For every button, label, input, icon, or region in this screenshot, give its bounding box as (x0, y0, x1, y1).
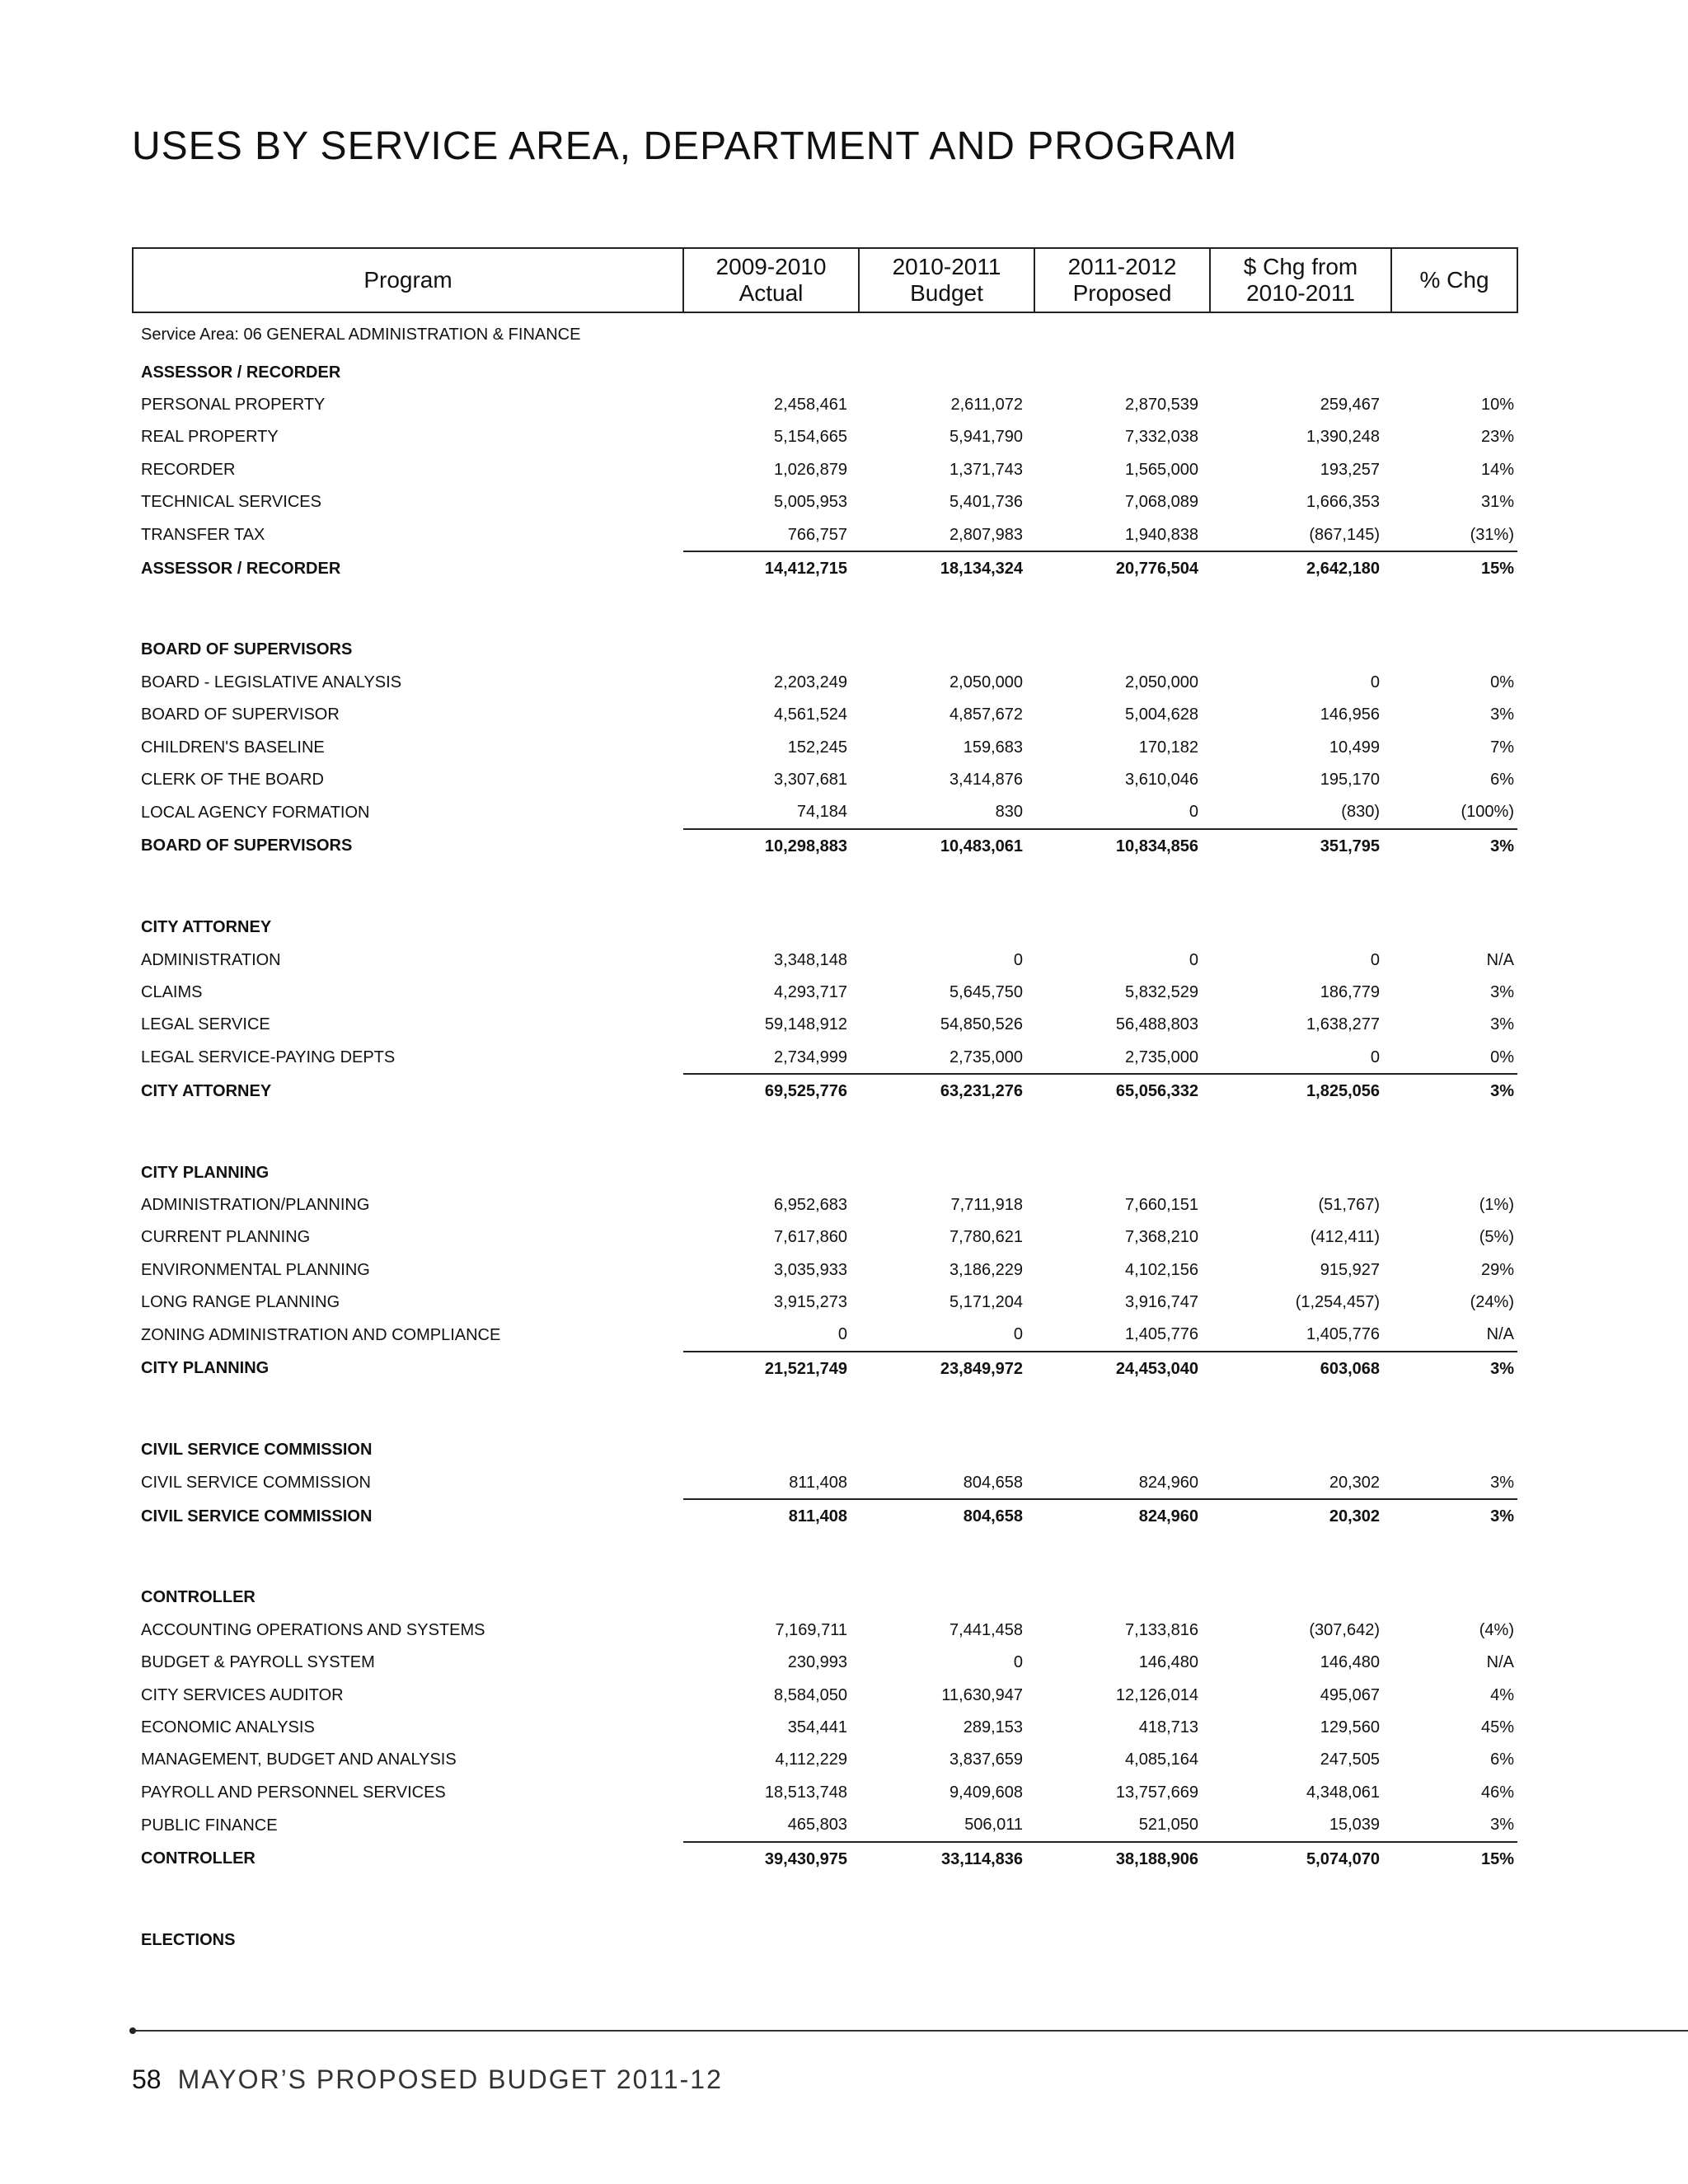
cell-actual: 3,307,681 (774, 770, 847, 789)
cell-pct: 0% (1490, 1047, 1514, 1066)
department-header-row (133, 356, 1517, 388)
cell-chg: (412,411) (1310, 1228, 1380, 1247)
program-name: CHILDREN'S BASELINE (141, 738, 325, 757)
total-pct: 3% (1391, 1499, 1517, 1532)
cell-proposed: 7,133,816 (1125, 1620, 1198, 1639)
cell-proposed: 13,757,669 (1115, 1783, 1198, 1802)
program-name: CLERK OF THE BOARD (141, 770, 324, 789)
program-name: CLAIMS (141, 982, 203, 1001)
program-row (133, 1679, 1517, 1711)
cell-chg: (830) (1341, 803, 1380, 822)
program-name: LONG RANGE PLANNING (141, 1293, 340, 1312)
program-name: ZONING ADMINISTRATION AND COMPLIANCE (141, 1325, 501, 1344)
department-name: ELECTIONS (141, 1930, 236, 1949)
cell-actual: 5,005,953 (774, 493, 847, 512)
cell-actual: 7,169,711 (775, 1620, 847, 1639)
spacer-row (133, 585, 1517, 634)
program-row (133, 1319, 1517, 1352)
total-proposed: 824,960 (1034, 1499, 1210, 1532)
page-footer (132, 2064, 723, 2095)
total-chg: 20,302 (1210, 1499, 1391, 1532)
program-row (133, 944, 1517, 976)
cell-actual: 0 (837, 1325, 847, 1344)
program-name: ENVIRONMENTAL PLANNING (141, 1260, 370, 1279)
program-name: PUBLIC FINANCE (141, 1816, 278, 1835)
program-name: RECORDER (141, 460, 236, 479)
cell-proposed: 824,960 (1138, 1473, 1198, 1492)
program-name: ADMINISTRATION/PLANNING (141, 1195, 370, 1214)
cell-chg: 495,067 (1320, 1685, 1380, 1704)
cell-pct: 29% (1480, 1260, 1514, 1279)
cell-budget: 5,171,204 (950, 1293, 1023, 1312)
cell-pct: 3% (1490, 1015, 1514, 1034)
program-name: BOARD - LEGISLATIVE ANALYSIS (141, 673, 402, 691)
program-name: PAYROLL AND PERSONNEL SERVICES (141, 1783, 446, 1802)
total-label: BOARD OF SUPERVISORS (141, 837, 353, 855)
cell-actual: 3,035,933 (774, 1260, 847, 1279)
cell-chg: 193,257 (1320, 460, 1380, 479)
service-area-label: Service Area: 06 GENERAL ADMINISTRATION & FINANCE (141, 326, 581, 344)
cell-pct: (31%) (1470, 525, 1514, 544)
department-header-row (133, 911, 1517, 943)
cell-budget: 11,630,947 (941, 1685, 1023, 1704)
cell-pct: 7% (1490, 738, 1514, 757)
cell-actual: 2,734,999 (774, 1047, 847, 1066)
cell-chg: 129,560 (1320, 1718, 1380, 1736)
service-area-row (133, 312, 1517, 356)
cell-chg: 15,039 (1329, 1816, 1380, 1835)
program-row (133, 1808, 1517, 1841)
cell-proposed: 2,870,539 (1125, 396, 1198, 415)
cell-actual: 766,757 (787, 525, 847, 544)
footer-rule (132, 2030, 1688, 2032)
program-name: ACCOUNTING OPERATIONS AND SYSTEMS (141, 1620, 485, 1639)
total-chg: 603,068 (1210, 1352, 1391, 1385)
cell-pct: 46% (1480, 1783, 1514, 1802)
cell-pct: N/A (1486, 1325, 1514, 1344)
cell-proposed: 7,068,089 (1125, 493, 1198, 512)
cell-pct: 23% (1480, 428, 1514, 447)
cell-actual: 4,561,524 (774, 705, 847, 724)
cell-actual: 7,617,860 (774, 1228, 847, 1247)
cell-chg: (1,254,457) (1295, 1293, 1380, 1312)
cell-actual: 2,203,249 (774, 673, 847, 691)
program-row (133, 1711, 1517, 1743)
total-budget: 33,114,836 (859, 1842, 1034, 1875)
program-name: TECHNICAL SERVICES (141, 493, 321, 512)
cell-actual: 152,245 (787, 738, 847, 757)
cell-budget: 7,441,458 (950, 1620, 1023, 1639)
total-pct: 15% (1391, 551, 1517, 584)
program-row (133, 1744, 1517, 1776)
program-name: ADMINISTRATION (141, 950, 281, 969)
cell-chg: 259,467 (1320, 396, 1380, 415)
total-budget: 804,658 (859, 1499, 1034, 1532)
spacer-row (133, 862, 1517, 911)
cell-proposed: 1,940,838 (1125, 525, 1198, 544)
department-name: ASSESSOR / RECORDER (141, 363, 341, 382)
cell-budget: 0 (1013, 950, 1023, 969)
total-pct: 15% (1391, 1842, 1517, 1875)
cell-proposed: 521,050 (1138, 1816, 1198, 1835)
cell-pct: 3% (1490, 982, 1514, 1001)
cell-pct: (4%) (1479, 1620, 1514, 1639)
cell-proposed: 3,610,046 (1125, 770, 1198, 789)
program-name: TRANSFER TAX (141, 526, 265, 545)
program-row (133, 421, 1517, 453)
footer-dot (129, 2027, 136, 2034)
program-name: ECONOMIC ANALYSIS (141, 1718, 315, 1736)
cell-pct: 6% (1490, 1750, 1514, 1769)
cell-pct: 0% (1490, 673, 1514, 691)
cell-chg: 195,170 (1320, 770, 1380, 789)
cell-budget: 0 (1013, 1653, 1023, 1672)
cell-chg: (307,642) (1309, 1620, 1380, 1639)
program-row (133, 1188, 1517, 1221)
cell-actual: 230,993 (787, 1653, 847, 1672)
cell-pct: 31% (1480, 493, 1514, 512)
department-header-row (133, 1924, 1517, 1956)
cell-actual: 354,441 (787, 1718, 847, 1736)
cell-proposed: 7,332,038 (1125, 428, 1198, 447)
header-budget: 2010-2011 Budget (859, 248, 1034, 312)
cell-actual: 5,154,665 (774, 428, 847, 447)
program-row (133, 976, 1517, 1008)
cell-budget: 5,645,750 (950, 982, 1023, 1001)
total-actual: 14,412,715 (683, 551, 859, 584)
cell-pct: (100%) (1461, 803, 1514, 822)
program-row (133, 731, 1517, 763)
total-actual: 39,430,975 (683, 1842, 859, 1875)
total-budget: 18,134,324 (859, 551, 1034, 584)
cell-chg: (51,767) (1318, 1195, 1380, 1214)
cell-chg: 0 (1370, 950, 1380, 969)
cell-pct: 14% (1480, 460, 1514, 479)
cell-chg: 0 (1370, 673, 1380, 691)
cell-chg: 1,638,277 (1306, 1015, 1380, 1034)
total-chg: 351,795 (1210, 829, 1391, 862)
cell-pct: (1%) (1479, 1195, 1514, 1214)
cell-chg: 1,390,248 (1306, 428, 1380, 447)
table-header (133, 248, 1517, 312)
program-row (133, 1614, 1517, 1646)
department-header-row (133, 1582, 1517, 1614)
department-total-row (133, 1352, 1517, 1385)
program-row (133, 388, 1517, 420)
program-row (133, 486, 1517, 518)
cell-pct: N/A (1486, 1653, 1514, 1672)
cell-pct: (24%) (1470, 1293, 1514, 1312)
spacer-row (133, 1108, 1517, 1156)
total-chg: 1,825,056 (1210, 1074, 1391, 1107)
cell-proposed: 1,565,000 (1125, 460, 1198, 479)
total-budget: 10,483,061 (859, 829, 1034, 862)
cell-budget: 1,371,743 (950, 460, 1023, 479)
header-actual: 2009-2010 Actual (683, 248, 859, 312)
cell-actual: 4,293,717 (774, 982, 847, 1001)
cell-budget: 804,658 (963, 1473, 1023, 1492)
total-chg: 5,074,070 (1210, 1842, 1391, 1875)
header-dollar-change: $ Chg from 2010-2011 (1210, 248, 1391, 312)
cell-pct: N/A (1486, 950, 1514, 969)
cell-proposed: 418,713 (1138, 1718, 1198, 1736)
cell-pct: 45% (1480, 1718, 1514, 1736)
cell-actual: 18,513,748 (764, 1783, 847, 1802)
cell-actual: 74,184 (796, 803, 847, 822)
cell-chg: 146,956 (1320, 705, 1380, 724)
total-actual: 811,408 (683, 1499, 859, 1532)
department-name: CIVIL SERVICE COMMISSION (141, 1441, 373, 1460)
department-total-row (133, 1499, 1517, 1532)
program-name: REAL PROPERTY (141, 428, 279, 447)
cell-pct: 3% (1490, 705, 1514, 724)
cell-budget: 2,807,983 (950, 525, 1023, 544)
header-proposed: 2011-2012 Proposed (1034, 248, 1210, 312)
cell-budget: 5,941,790 (950, 428, 1023, 447)
cell-pct: 4% (1490, 1685, 1514, 1704)
cell-budget: 9,409,608 (950, 1783, 1023, 1802)
cell-actual: 1,026,879 (774, 460, 847, 479)
header-percent-change: % Chg (1391, 248, 1517, 312)
cell-pct: 10% (1480, 396, 1514, 415)
cell-budget: 3,837,659 (950, 1750, 1023, 1769)
cell-chg: 4,348,061 (1306, 1783, 1380, 1802)
total-proposed: 38,188,906 (1034, 1842, 1210, 1875)
cell-chg: 1,405,776 (1306, 1325, 1380, 1344)
cell-budget: 2,050,000 (950, 673, 1023, 691)
cell-actual: 4,112,229 (775, 1750, 847, 1769)
program-name: BOARD OF SUPERVISOR (141, 705, 340, 724)
cell-chg: 0 (1370, 1047, 1380, 1066)
program-name: BUDGET & PAYROLL SYSTEM (141, 1653, 375, 1672)
department-header-row (133, 1156, 1517, 1188)
program-name: CIVIL SERVICE COMMISSION (141, 1474, 371, 1493)
total-actual: 21,521,749 (683, 1352, 859, 1385)
cell-budget: 289,153 (963, 1718, 1023, 1736)
program-name: CITY SERVICES AUDITOR (141, 1685, 344, 1704)
total-budget: 63,231,276 (859, 1074, 1034, 1107)
cell-budget: 3,186,229 (950, 1260, 1023, 1279)
cell-budget: 830 (995, 803, 1023, 822)
program-row (133, 1647, 1517, 1679)
department-name: CITY ATTORNEY (141, 918, 272, 937)
program-row (133, 763, 1517, 795)
cell-chg: 20,302 (1329, 1473, 1380, 1492)
cell-actual: 6,952,683 (774, 1195, 847, 1214)
department-total-row (133, 551, 1517, 584)
total-proposed: 24,453,040 (1034, 1352, 1210, 1385)
cell-budget: 3,414,876 (950, 770, 1023, 789)
cell-actual: 59,148,912 (764, 1015, 847, 1034)
cell-chg: 10,499 (1329, 738, 1380, 757)
spacer-row (133, 1385, 1517, 1434)
cell-budget: 506,011 (964, 1816, 1023, 1835)
cell-proposed: 56,488,803 (1115, 1015, 1198, 1034)
department-header-row (133, 1434, 1517, 1466)
cell-proposed: 7,368,210 (1125, 1228, 1198, 1247)
total-actual: 10,298,883 (683, 829, 859, 862)
program-row (133, 1286, 1517, 1318)
cell-chg: 146,480 (1320, 1653, 1380, 1672)
cell-budget: 54,850,526 (940, 1015, 1023, 1034)
department-total-row (133, 1842, 1517, 1875)
program-row (133, 1009, 1517, 1041)
cell-proposed: 2,735,000 (1125, 1047, 1198, 1066)
cell-budget: 0 (1013, 1325, 1023, 1344)
header-program: Program (133, 248, 683, 312)
cell-actual: 8,584,050 (774, 1685, 847, 1704)
program-row (133, 1041, 1517, 1074)
cell-proposed: 4,085,164 (1125, 1750, 1198, 1769)
cell-proposed: 5,004,628 (1125, 705, 1198, 724)
program-name: LEGAL SERVICE (141, 1015, 270, 1034)
cell-budget: 2,611,072 (950, 396, 1023, 415)
program-name: MANAGEMENT, BUDGET AND ANALYSIS (141, 1750, 457, 1769)
total-proposed: 65,056,332 (1034, 1074, 1210, 1107)
program-row (133, 666, 1517, 698)
cell-budget: 4,857,672 (950, 705, 1023, 724)
total-label: CIVIL SERVICE COMMISSION (141, 1507, 373, 1526)
cell-proposed: 0 (1189, 803, 1198, 822)
cell-chg: 915,927 (1320, 1260, 1380, 1279)
cell-actual: 3,915,273 (774, 1293, 847, 1312)
cell-proposed: 170,182 (1138, 738, 1198, 757)
program-name: CURRENT PLANNING (141, 1228, 311, 1247)
cell-chg: 247,505 (1320, 1750, 1380, 1769)
cell-chg: 186,779 (1320, 982, 1380, 1001)
total-pct: 3% (1391, 829, 1517, 862)
cell-actual: 465,803 (787, 1816, 847, 1835)
cell-budget: 159,683 (963, 738, 1023, 757)
program-name: LOCAL AGENCY FORMATION (141, 803, 370, 822)
cell-pct: 3% (1490, 1816, 1514, 1835)
department-name: CITY PLANNING (141, 1163, 270, 1182)
total-pct: 3% (1391, 1074, 1517, 1107)
program-row (133, 1221, 1517, 1254)
department-total-row (133, 1074, 1517, 1107)
program-row (133, 453, 1517, 485)
cell-budget: 5,401,736 (950, 493, 1023, 512)
cell-actual: 811,408 (789, 1473, 847, 1492)
department-name: CONTROLLER (141, 1588, 256, 1607)
cell-proposed: 12,126,014 (1115, 1685, 1198, 1704)
program-row (133, 1776, 1517, 1808)
page-title: USES BY SERVICE AREA, DEPARTMENT AND PROGRAM (132, 124, 1238, 168)
table-body (133, 312, 1517, 1957)
publication-title: MAYOR’S PROPOSED BUDGET 2011-12 (177, 2064, 723, 2094)
spacer-row (133, 1533, 1517, 1582)
program-name: LEGAL SERVICE-PAYING DEPTS (141, 1048, 396, 1067)
department-header-row (133, 634, 1517, 666)
cell-chg: 1,666,353 (1306, 493, 1380, 512)
cell-proposed: 0 (1189, 950, 1198, 969)
cell-actual: 2,458,461 (774, 396, 847, 415)
cell-proposed: 5,832,529 (1125, 982, 1198, 1001)
program-row (133, 518, 1517, 551)
spacer-row (133, 1875, 1517, 1924)
department-name: BOARD OF SUPERVISORS (141, 640, 353, 659)
cell-proposed: 2,050,000 (1125, 673, 1198, 691)
cell-budget: 7,711,918 (950, 1195, 1023, 1214)
total-proposed: 20,776,504 (1034, 551, 1210, 584)
budget-table (132, 247, 1518, 1957)
cell-pct: 3% (1490, 1473, 1514, 1492)
cell-proposed: 3,916,747 (1125, 1293, 1198, 1312)
total-budget: 23,849,972 (859, 1352, 1034, 1385)
total-proposed: 10,834,856 (1034, 829, 1210, 862)
cell-chg: (867,145) (1309, 525, 1380, 544)
cell-proposed: 146,480 (1138, 1653, 1198, 1672)
total-label: CITY ATTORNEY (141, 1081, 272, 1100)
cell-proposed: 7,660,151 (1125, 1195, 1198, 1214)
program-name: PERSONAL PROPERTY (141, 396, 326, 415)
total-label: CITY PLANNING (141, 1359, 270, 1378)
department-total-row (133, 829, 1517, 862)
page-number: 58 (132, 2064, 162, 2094)
program-row (133, 699, 1517, 731)
program-row (133, 796, 1517, 829)
total-pct: 3% (1391, 1352, 1517, 1385)
total-chg: 2,642,180 (1210, 551, 1391, 584)
cell-pct: 6% (1490, 770, 1514, 789)
cell-actual: 3,348,148 (774, 950, 847, 969)
cell-proposed: 1,405,776 (1125, 1325, 1198, 1344)
cell-pct: (5%) (1479, 1228, 1514, 1247)
program-row (133, 1254, 1517, 1286)
cell-budget: 2,735,000 (950, 1047, 1023, 1066)
total-actual: 69,525,776 (683, 1074, 859, 1107)
total-label: ASSESSOR / RECORDER (141, 559, 341, 578)
total-label: CONTROLLER (141, 1849, 256, 1868)
cell-budget: 7,780,621 (950, 1228, 1023, 1247)
program-row (133, 1466, 1517, 1499)
cell-proposed: 4,102,156 (1125, 1260, 1198, 1279)
